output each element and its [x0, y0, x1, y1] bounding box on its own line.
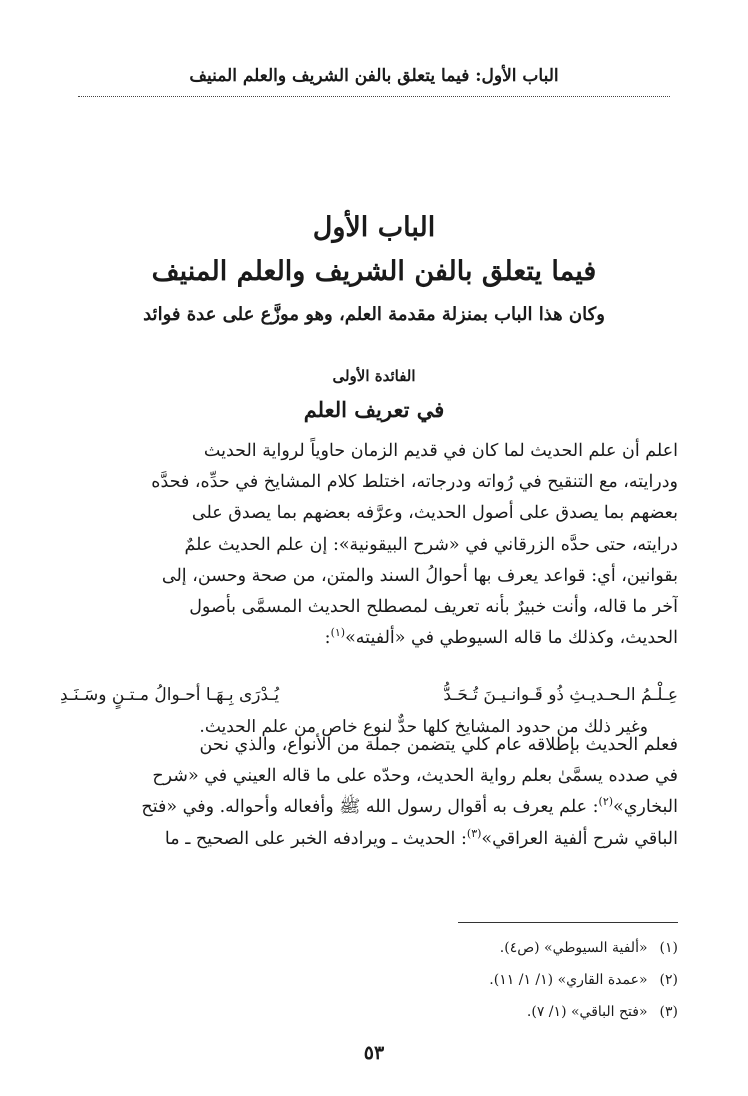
footnote-ref-3[interactable]: (٣): [466, 826, 482, 840]
footnote-item: [70, 964, 678, 996]
text-line: درايته، حتى حدَّه الزرقاني في «شرح البيقونية»: إن علم الحديث علمٌ: [184, 534, 678, 555]
running-head: الباب الأول: فيما يتعلق بالفن الشريف والعلم المنيف: [189, 66, 559, 86]
text-line: بعضهم بما يصدق على أصول الحديث، وعرَّفه بعضهم بما يصدق على: [191, 503, 678, 524]
verse: [60, 680, 678, 710]
footnote-number: (١): [659, 940, 678, 956]
footnote-divider: [458, 922, 678, 923]
paragraph-definition: [70, 436, 678, 654]
text-line: [70, 824, 678, 855]
chapter-title: الباب الأول: [312, 212, 436, 243]
text-line: ودرايته، مع التنقيح في رُواته ودرجاته، اختلط كلام المشايخ في حدِّه، فحدَّه: [151, 472, 678, 493]
text-line-last: [70, 623, 678, 654]
footnote-number: (٢): [659, 972, 678, 988]
text-fragment: : علم يعرف به أقوال رسول الله ﷺ وأفعاله وأحواله. وفي «فتح: [141, 797, 599, 818]
verse-second-hemistich: يُـدْرَى بِـهَـا أحـوالُ مـتـنٍ وسَـنَـدِ: [60, 685, 280, 705]
text-line: [70, 792, 678, 823]
text-line: في صدده يسمَّىٰ بعلم رواية الحديث، وحدّه على ما قاله العيني في «شرح: [152, 766, 678, 787]
paragraph-riwaya: [70, 730, 678, 855]
footnote-text: «ألفية السيوطي» (ص٤).: [499, 940, 648, 956]
header-divider: [78, 96, 670, 97]
footnotes: [70, 932, 678, 1028]
footnote-number: (٣): [659, 1004, 678, 1020]
text-fragment: الحديث، وكذلك ما قاله السيوطي في «ألفيته»: [345, 628, 678, 649]
section-label: الفائدة الأولى: [332, 367, 416, 385]
chapter-note: وكان هذا الباب بمنزلة مقدمة العلم، وهو موزَّع على عدة فوائد: [143, 304, 605, 325]
footnote-item: [70, 932, 678, 964]
footnote-item: [70, 996, 678, 1028]
chapter-subtitle: فيما يتعلق بالفن الشريف والعلم المنيف: [151, 256, 597, 287]
footnote-text: «عمدة القاري» (١/ ١/ ١١).: [489, 972, 648, 988]
text-fragment: :: [324, 628, 331, 649]
text-fragment: : الحديث ـ ويرادفه الخبر على الصحيح ـ ما: [164, 828, 467, 849]
text-line: اعلم أن علم الحديث لما كان في قديم الزمان حاوياً لرواية الحديث: [203, 441, 678, 461]
verse-note: وغير ذلك من حدود المشايخ كلها حدٌّ لنوع خاص من علم الحديث.: [199, 717, 648, 737]
text-line: فعلم الحديث بإطلاقه عام كلي يتضمن جملة من الأنواع، والذي نحن: [199, 735, 678, 755]
verse-first-hemistich: عِـلْـمُ الـحـديـثِ ذُو قَـوانـيـنَ تُـحَـدُّ: [443, 685, 678, 705]
text-line: آخر ما قاله، وأنت خبيرٌ بأنه تعريف لمصطلح الحديث المسمَّى بأصول: [189, 596, 678, 617]
section-title: في تعريف العلم: [303, 397, 445, 422]
text-fragment: الباقي شرح ألفية العراقي»: [481, 828, 678, 849]
footnote-ref-1[interactable]: (١): [330, 626, 346, 640]
footnote-ref-2[interactable]: (٢): [598, 795, 614, 809]
footnote-text: «فتح الباقي» (١/ ٧).: [526, 1004, 648, 1020]
page-number: ٥٣: [363, 1042, 385, 1064]
text-line: بقوانين، أي: قواعد يعرف بها أحوالُ السند والمتن، من صحة وحسن، إلى: [161, 565, 678, 586]
text-fragment: البخاري»: [613, 797, 678, 818]
